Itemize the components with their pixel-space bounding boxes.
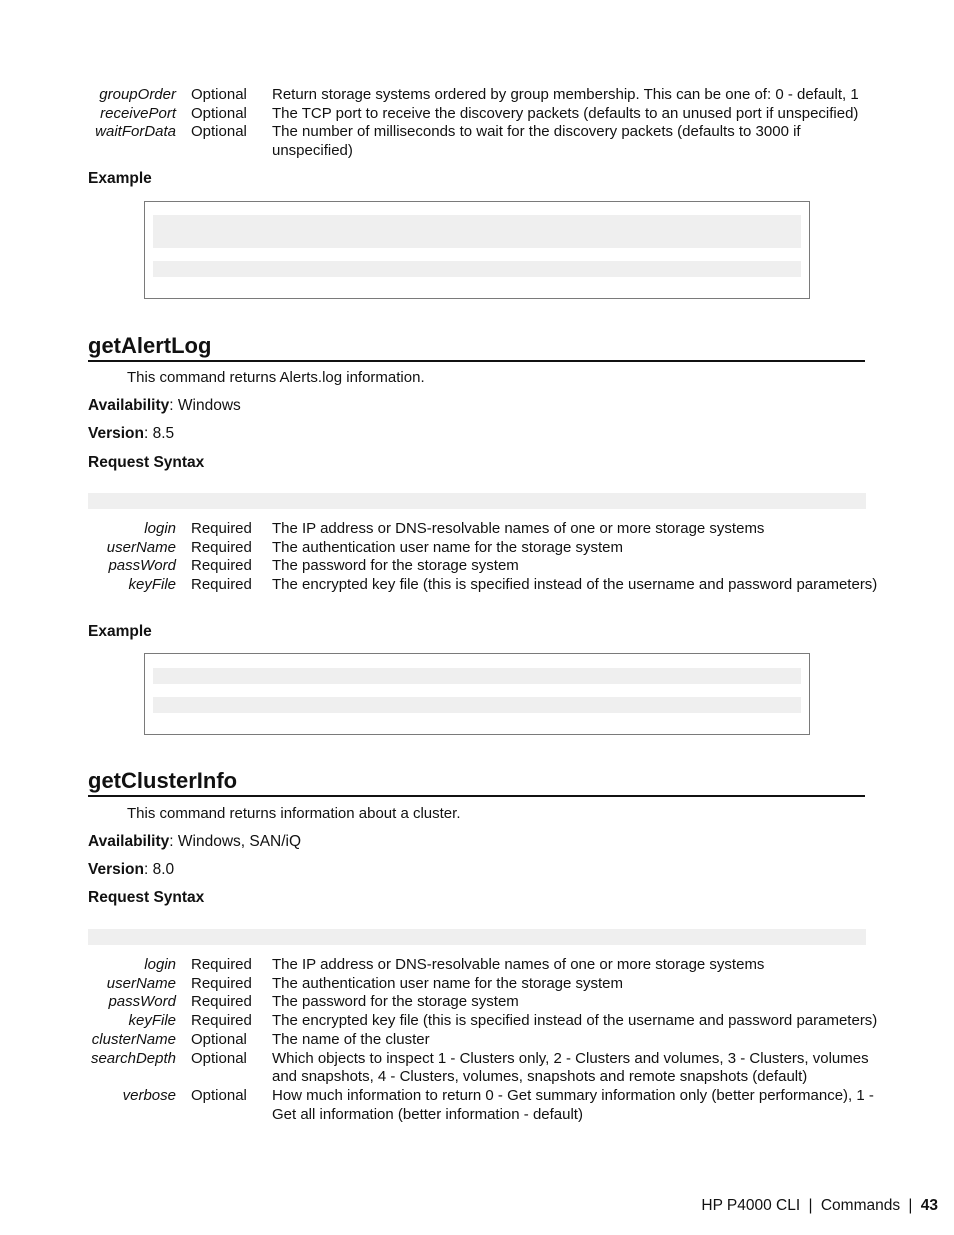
request-syntax-code bbox=[88, 929, 866, 945]
top-param-table bbox=[88, 86, 878, 161]
param-requirement: Required bbox=[191, 974, 252, 992]
param-row bbox=[88, 1012, 878, 1031]
param-row bbox=[88, 1087, 878, 1124]
version-label: Version bbox=[88, 425, 144, 442]
param-name: clusterName bbox=[91, 1030, 176, 1048]
param-row bbox=[88, 1050, 878, 1087]
param-row bbox=[88, 105, 878, 124]
param-table-getclusterinfo bbox=[88, 956, 878, 1124]
param-row bbox=[88, 956, 878, 975]
param-description: The password for the storage system bbox=[272, 557, 519, 575]
param-description: How much information to return 0 - Get summary information only (better performance), 1 - Get all information (better information - default) bbox=[272, 1086, 874, 1123]
param-name: waitForData bbox=[95, 123, 176, 141]
param-name: keyFile bbox=[128, 576, 176, 594]
param-description: The authentication user name for the storage system bbox=[272, 538, 624, 556]
request-syntax-label: Request Syntax bbox=[88, 889, 205, 906]
param-name: userName bbox=[106, 974, 176, 992]
code-line bbox=[153, 261, 801, 277]
code-line bbox=[153, 697, 801, 713]
param-description: The IP address or DNS-resolvable names of one or more storage systems bbox=[272, 956, 765, 973]
param-description: The encrypted key file (this is specified instead of the username and password parameters) bbox=[272, 576, 878, 594]
section-heading-getclusterinfo: getClusterInfo bbox=[88, 768, 865, 797]
param-name: keyFile bbox=[128, 1012, 176, 1030]
param-row bbox=[88, 1031, 878, 1050]
param-requirement: Required bbox=[191, 993, 252, 1011]
param-name: login bbox=[144, 956, 176, 973]
param-requirement: Required bbox=[191, 520, 252, 537]
availability-field bbox=[88, 833, 301, 851]
param-description: The IP address or DNS-resolvable names of one or more storage systems bbox=[272, 520, 765, 537]
page-number: 43 bbox=[920, 1197, 938, 1214]
param-requirement: Optional bbox=[191, 123, 247, 141]
availability-field bbox=[88, 397, 241, 415]
param-description: The TCP port to receive the discovery packets (defaults to an unused port if unspecified) bbox=[272, 104, 859, 122]
param-name: userName bbox=[106, 538, 176, 556]
version-field bbox=[88, 861, 174, 879]
param-row bbox=[88, 123, 878, 160]
version-field bbox=[88, 425, 174, 443]
param-row bbox=[88, 576, 878, 595]
code-line bbox=[153, 668, 801, 684]
param-name: searchDepth bbox=[90, 1049, 176, 1067]
footer-section: Commands bbox=[820, 1197, 901, 1214]
request-syntax-code bbox=[88, 493, 866, 509]
param-row bbox=[88, 993, 878, 1012]
param-name: login bbox=[144, 520, 176, 537]
param-table-getalertlog bbox=[88, 520, 878, 595]
version-value: : 8.5 bbox=[144, 425, 175, 442]
param-row bbox=[88, 86, 878, 105]
version-label: Version bbox=[88, 861, 144, 878]
param-requirement: Optional bbox=[191, 104, 247, 122]
param-requirement: Required bbox=[191, 576, 252, 594]
param-row bbox=[88, 557, 878, 576]
param-row bbox=[88, 975, 878, 994]
availability-label: Availability bbox=[88, 397, 170, 414]
param-description: Return storage systems ordered by group membership. This can be one of: 0 - default, 1 bbox=[272, 86, 859, 103]
example-code-box bbox=[144, 201, 810, 299]
param-name: passWord bbox=[108, 557, 176, 575]
example-code-box bbox=[144, 653, 810, 735]
footer-separator: | bbox=[808, 1197, 813, 1214]
param-row bbox=[88, 520, 878, 539]
section-intro: This command returns information about a cluster. bbox=[127, 805, 461, 822]
param-description: Which objects to inspect 1 - Clusters only, 2 - Clusters and volumes, 3 - Clusters, volumes and snapshots, 4 - Clusters, volumes, snapshots and remote snapshots (default) bbox=[272, 1049, 869, 1086]
example-label: Example bbox=[88, 170, 152, 187]
param-name: verbose bbox=[122, 1086, 176, 1104]
param-name: groupOrder bbox=[99, 86, 176, 103]
availability-value: : Windows, SAN/iQ bbox=[169, 833, 302, 850]
version-value: : 8.0 bbox=[144, 861, 175, 878]
param-description: The name of the cluster bbox=[272, 1030, 430, 1048]
param-description: The password for the storage system bbox=[272, 993, 519, 1011]
param-name: receivePort bbox=[100, 104, 176, 122]
example-label: Example bbox=[88, 623, 152, 640]
footer-product: HP P4000 CLI bbox=[701, 1197, 801, 1214]
param-requirement: Required bbox=[191, 956, 252, 973]
param-description: The number of milliseconds to wait for the discovery packets (defaults to 3000 if unspecified) bbox=[272, 123, 801, 160]
param-description: The encrypted key file (this is specified instead of the username and password parameters) bbox=[272, 1012, 878, 1030]
param-requirement: Optional bbox=[191, 1030, 247, 1048]
param-requirement: Optional bbox=[191, 1049, 247, 1067]
param-row bbox=[88, 539, 878, 558]
availability-value: : Windows bbox=[169, 397, 241, 414]
param-requirement: Required bbox=[191, 538, 252, 556]
footer-separator: | bbox=[908, 1197, 913, 1214]
param-name: passWord bbox=[108, 993, 176, 1011]
param-requirement: Required bbox=[191, 557, 252, 575]
request-syntax-label: Request Syntax bbox=[88, 454, 205, 471]
param-description: The authentication user name for the storage system bbox=[272, 974, 624, 992]
availability-label: Availability bbox=[88, 833, 170, 850]
section-intro: This command returns Alerts.log information. bbox=[127, 369, 425, 386]
param-requirement: Optional bbox=[191, 86, 247, 103]
page-footer bbox=[701, 1197, 938, 1215]
param-requirement: Optional bbox=[191, 1086, 247, 1104]
param-requirement: Required bbox=[191, 1012, 252, 1030]
code-line bbox=[153, 215, 801, 248]
section-heading-getalertlog: getAlertLog bbox=[88, 333, 865, 362]
